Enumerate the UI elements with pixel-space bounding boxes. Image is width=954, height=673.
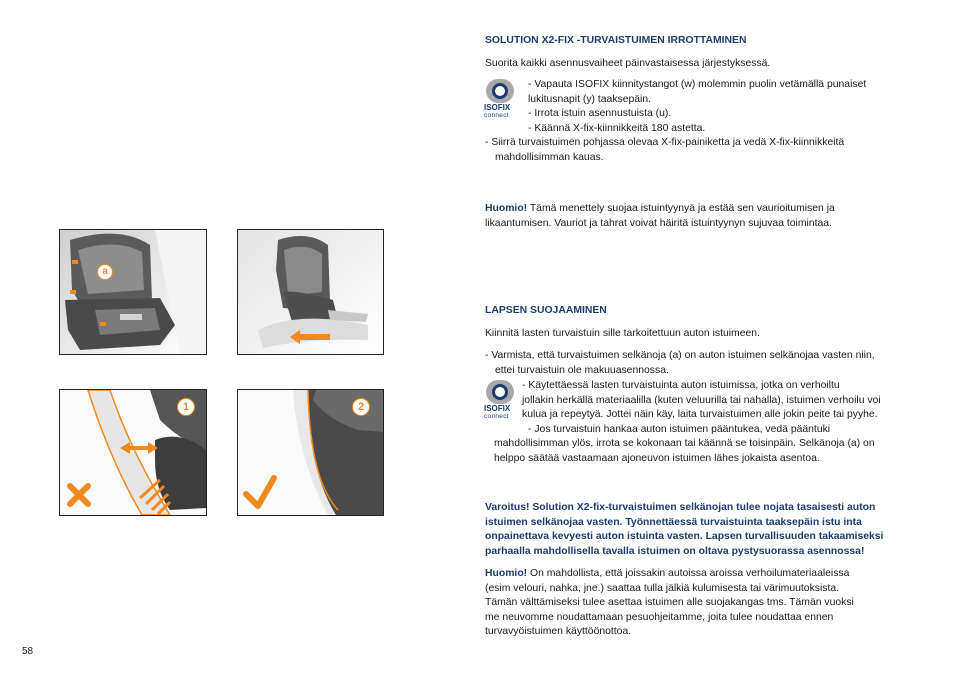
section2-heading: LAPSEN SUOJAAMINEN [485, 305, 607, 316]
section2-intro: Kiinnitä lasten turvaistuin sille tarkoitettuun auton istuimeen. [485, 328, 760, 339]
note-label: Huomio! [485, 203, 528, 214]
section2-body [522, 379, 881, 437]
step-line: lukitusnapit (y) taaksepäin. [528, 93, 652, 105]
body-line: jollakin herkällä materiaalilla (kuten veluurilla tai nahalla), istuimen verhoilu voi [522, 394, 881, 406]
figure-seat-in-car [59, 229, 207, 355]
section1-note [485, 202, 835, 231]
note-text: Tämä menettely suojaa istuintyynyä ja estää sen vaurioitumisen ja [527, 203, 835, 214]
bullet-line: ettei turvaistuin ole makuuasennossa. [495, 364, 669, 376]
isofix-logo-connect: connect [484, 413, 509, 420]
section1-intro: Suorita kaikki asennusvaiheet päinvastaisessa järjestyksessä. [485, 58, 771, 69]
bullet-line: - Siirrä turvaistuimen pohjassa olevaa X-fix-painiketta ja vedä X-fix-kiinnikkeitä [485, 137, 845, 148]
section1-bullet [485, 136, 844, 165]
note-text: turvavyöistuimen käyttöönottoa. [485, 626, 632, 638]
warning-block [485, 501, 883, 559]
figure-wrong-position [59, 389, 207, 516]
note-text: likaantumisen. Vauriot ja tahrat voivat häiritä istuintyynyn sujuvaa toimintaa. [485, 217, 832, 229]
figure-correct-position [237, 389, 384, 516]
body-line: mahdollisimman ylös, irrota se kokonaan tai käännä se toisinpäin. Selkänoja (a) on [494, 438, 875, 449]
section2-body-cont [494, 437, 875, 466]
label-2-marker: 2 [352, 398, 370, 416]
warning-line: istuimen selkänojaa vasten. Työnnettäessä turvaistuinta taaksepäin istu inta [485, 516, 862, 528]
section2-note [485, 567, 854, 640]
note-label: Huomio! [485, 568, 528, 579]
warning-line: Varoitus! Solution X2-fix-turvaistuimen selkänojan tulee nojata tasaisesti auton [485, 502, 876, 513]
body-line: - Käytettäessä lasten turvaistuinta auton istuimissa, jotka on verhoiltu [522, 380, 840, 391]
isofix-icon [486, 79, 514, 103]
isofix-logo-text: ISOFIX [484, 404, 511, 413]
isofix-connect-logo [484, 79, 518, 119]
body-line: - Jos turvaistuin hankaa auton istuimen pääntukea, vedä pääntuki [528, 423, 831, 435]
isofix-icon [486, 380, 514, 404]
step-line: - Käännä X-fix-kiinnikkeitä 180 astetta. [528, 122, 706, 134]
bullet-line: - Varmista, että turvaistuimen selkänoja (a) on auton istuimen selkänojaa vasten niin, [485, 350, 875, 361]
isofix-connect-logo [484, 380, 518, 420]
page-number: 58 [22, 646, 34, 657]
section2-bullet [485, 349, 875, 378]
bullet-line: mahdollisimman kauas. [495, 151, 604, 163]
label-1-marker: 1 [177, 398, 195, 416]
warning-line: parhaalla mahdollisella tavalla istuimen on oltava pystysuorassa asennossa! [485, 545, 865, 557]
isofix-logo-connect: connect [484, 112, 509, 119]
step-line: - Vapauta ISOFIX kiinnitystangot (w) molemmin puolin vetämällä punaiset [528, 79, 867, 90]
warning-line: onpainettava kevyesti auton istuinta vasten. Lapsen turvallisuuden takaamiseksi [485, 531, 884, 543]
section1-steps [528, 78, 866, 136]
isofix-logo-text: ISOFIX [484, 103, 511, 112]
note-text: Tämän välttämiseksi tulee asettaa istuimen alle suojakangas tms. Tämän vuoksi [485, 597, 854, 609]
label-a-marker: a [97, 264, 113, 280]
step-line: - Irrota istuin asennustuista (u). [528, 108, 672, 120]
note-text: me neuvomme noudattamaan pesuohjeitamme, joita tulee noudattaa ennen [485, 611, 834, 623]
figure-seat-removal [237, 229, 384, 355]
body-line: helppo säätää vastaamaan ajoneuvon istuimen lähes jokaista asentoa. [494, 452, 820, 464]
note-text: (esim velouri, nahka, jne.) saattaa tulla jälkiä kulumisesta tai värimuutoksista. [485, 582, 840, 594]
note-text: On mahdollista, että joissakin autoissa aroissa verhoilumateriaaleissa [527, 568, 850, 579]
section1-heading: SOLUTION X2-FIX -TURVAISTUIMEN IRROTTAMINEN [485, 35, 747, 46]
body-line: kulua ja repeytyä. Jottei näin käy, laita turvaistuimen alle jokin peite tai pyyhe. [522, 409, 878, 421]
